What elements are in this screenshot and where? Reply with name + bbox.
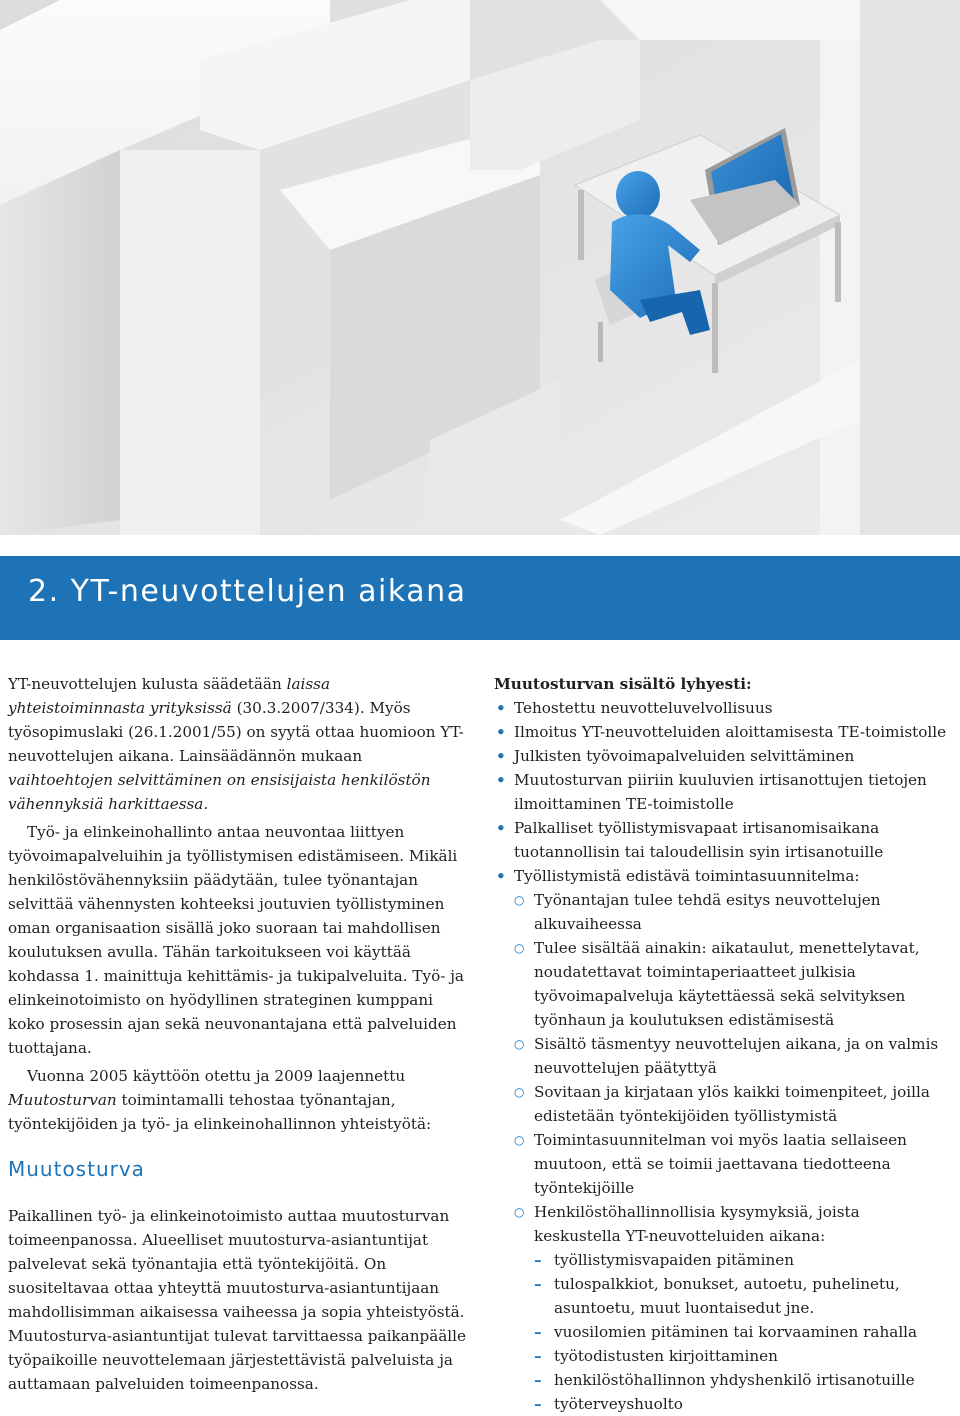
guidance-paragraph: Työ- ja elinkeinohallinto antaa neuvontaa liittyen työvoimapalveluihin ja työllistymisen edistämiseen. Mikäli henkilöstövähennyksiin päädytään, tulee työnantajan selvittää vähennysten kohteeksi joutuvien työllistyminen oman organisaation sisällä joko suoraan tai mahdollisen koulutuksen avulla. Tähän tarkoitukseen voi käyttää kohdassa 1. mainittuja kehittämis- ja tukipalveluita. Työ- ja elinkeinotoimisto on hyödyllinen strateginen kumppani koko prosessin ajan sekä neuvonantajana että palveluiden tuottajana. [8,823,464,1057]
list-item: • Muutosturvan piiriin kuuluvien irtisanottujen tietojen ilmoittaminen TE-toimistolle [494,768,950,816]
list-item [494,864,950,1416]
intro-emphasis-2: vaihtoehtojen selvittäminen on ensisijaista henkilöstön vähennyksiä harkittaessa. [8,771,431,813]
muutosturva-paragraph: Paikallinen työ- ja elinkeinotoimisto auttaa muutosturvan toimeenpanossa. Alueelliset muutosturva-asiantuntijat palvelevat sekä työnantajia että työntekijöitä. On suositeltavaa ottaa yhteyttä muutosturva-asiantuntijaan mahdollisimman aikaisessa vaiheessa ja sopia yhteistyöstä. Muutosturva-asiantuntijat tulevat tarvittaessa paikanpäälle työpaikoille neuvottelemaan järjestettävistä palveluista ja auttamaan palveluiden toimeenpanossa. [8,1207,467,1393]
intro-paragraph [8,672,470,816]
list-item: • Ilmoitus YT-neuvotteluiden aloittamisesta TE-toimistolle [494,720,950,744]
muutosturva-intro-paragraph [8,1064,470,1136]
muutosturva-subheading: Muutosturva [8,1157,145,1181]
sub-list-item: ○ Tulee sisältää ainakin: aikataulut, menettelytavat, noudatettavat toimintaperiaatteet julkisia työvoimapalveluja käytettäessä sekä selvityksen työnhaun ja koulutuksen edistämisestä [514,936,950,1032]
list-item: • Julkisten työvoimapalveluiden selvittäminen [494,744,950,768]
summary-heading: Muutosturvan sisältö lyhyesti: [494,675,752,693]
right-column [494,672,950,1416]
muutosturva-intro-text-2: toimintamalli tehostaa työnantajan, työntekijöiden ja työ- ja elinkeinohallinnon yhteistyötä: [8,1091,432,1133]
plan-sublist [514,888,950,1248]
sub-list-item: ○ Toimintasuunnitelman voi myös laatia sellaiseen muutoon, että se toimii jaettavana tiedotteena työntekijöille [514,1128,950,1200]
muutosturva-intro-emphasis: Muutosturvan [8,1091,117,1109]
hero-image [0,0,960,535]
section-title: 2. YT-neuvottelujen aikana [28,574,467,609]
dash-list-item: – henkilöstöhallinnon yhdyshenkilö irtisanotuille [534,1368,950,1392]
list-item: • Tehostettu neuvotteluvelvollisuus [494,696,950,720]
intro-text-1: YT-neuvottelujen kulusta säädetään [8,675,287,693]
sub-list-item-label: Henkilöstöhallinnollisia kysymyksiä, joista keskustella YT-neuvotteluiden aikana: [534,1203,860,1245]
sub-list-item [514,1200,950,1248]
dash-list-item: – työllistymisvapaiden pitäminen [534,1248,950,1272]
list-item-label: Työllistymistä edistävä toimintasuunnitelma: [514,867,860,885]
dash-list-item: – tulospalkkiot, bonukset, autoetu, puhelinetu, asuntoetu, muut luontaisedut jne. [534,1272,950,1320]
left-column [8,672,470,1396]
section-banner [0,556,960,640]
muutosturva-intro-text-1: Vuonna 2005 käyttöön otettu ja 2009 laajennettu [27,1067,406,1085]
dash-list-item: – työtodistusten kirjoittaminen [534,1344,950,1368]
dash-list-item: – vuosilomien pitäminen tai korvaaminen rahalla [534,1320,950,1344]
sub-list-item: ○ Sisältö täsmentyy neuvottelujen aikana, ja on valmis neuvottelujen päätyttyä [514,1032,950,1080]
intro-text-2: (30.3.2007/334). Myös työsopimuslaki (26.1.2001/55) on syytä ottaa huomioon YT-neuvottelujen aikana. Lainsäädännön mukaan [8,699,464,765]
dash-list-item: – työterveyshuolto [534,1392,950,1416]
sub-list-item: ○ Työnantajan tulee tehdä esitys neuvottelujen alkuvaiheessa [514,888,950,936]
summary-list [494,696,950,1416]
hr-topics-list [534,1248,950,1416]
sub-list-item: ○ Sovitaan ja kirjataan ylös kaikki toimenpiteet, joilla edistetään työntekijöiden työllistymistä [514,1080,950,1128]
list-item: • Palkalliset työllistymisvapaat irtisanomisaikana tuotannollisin tai taloudellisin syin irtisanotuille [494,816,950,864]
intro-emphasis-1: laissa yhteistoiminnasta yrityksissä [8,675,331,717]
